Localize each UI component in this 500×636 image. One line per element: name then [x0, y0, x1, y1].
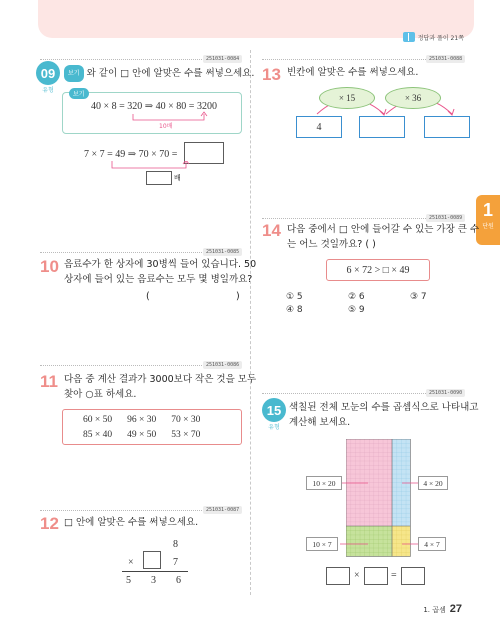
q13-start-value: 4: [316, 121, 322, 133]
q09-multiplier-box[interactable]: [146, 171, 172, 185]
q15-line2: 계산해 보세요.: [289, 417, 351, 428]
column-divider: [250, 50, 251, 595]
q14-line1: 다음 중에서 □ 안에 들어갈 수 있는 가장 큰 수: [287, 224, 480, 235]
q14-number: 14: [262, 221, 281, 240]
question-code: 251031-0089: [426, 214, 465, 222]
q09-bogi-tag: 보기: [64, 65, 84, 82]
q12-mid-digit: 7: [173, 557, 178, 568]
q12-result-digit: 6: [176, 575, 181, 586]
page-footer: [423, 603, 462, 615]
q12-top-digit: 8: [173, 539, 178, 550]
page-number: 27: [449, 603, 462, 615]
q11-row1: [83, 415, 200, 425]
q14-expression: 6 × 72 > □ × 49: [346, 264, 410, 276]
q12-result: [126, 575, 181, 586]
q09-badge-group: [36, 61, 60, 94]
question-code: 251031-0087: [203, 506, 242, 514]
q15-label-bottom-left: [306, 537, 338, 551]
q10-line1: 음료수가 한 상자에 30병씩 들어 있습니다. 50: [64, 259, 257, 270]
q11-option[interactable]: 96 × 30: [127, 415, 157, 425]
q10-answer-field[interactable]: [153, 290, 233, 304]
q15-label-top-right: [418, 476, 448, 490]
q11-row2: [83, 430, 200, 440]
q14-choice[interactable]: ⑤ 9: [348, 305, 365, 315]
q10-line2: 상자에 들어 있는 음료수는 모두 몇 병일까요?: [64, 274, 253, 285]
q10-paren-open: (: [146, 291, 150, 302]
q09-example-label: 보기: [69, 88, 89, 99]
q15-answer-box[interactable]: [326, 567, 350, 585]
q12-question-text: □ 안에 알맞은 수를 써넣으세요.: [64, 517, 199, 528]
q14-choices: [286, 292, 470, 315]
q12-answer-box[interactable]: [143, 551, 161, 569]
q15-label-bottom-right: [418, 537, 446, 551]
q12-sum-line: [122, 571, 188, 572]
q09-multiplier-suffix: 배: [174, 174, 181, 182]
q12-result-digit: 3: [151, 575, 156, 586]
q09-example-box: [62, 92, 242, 134]
q14-choice[interactable]: ③ 7: [410, 292, 427, 302]
q15-question: [289, 400, 478, 430]
q11-number: 11: [40, 372, 58, 391]
question-code: 251031-0086: [203, 361, 242, 369]
q15-type-label: 유형: [268, 424, 280, 431]
q13-start-box: [296, 116, 342, 138]
unit-tab[interactable]: [476, 195, 500, 245]
q11-option[interactable]: 85 × 40: [83, 430, 113, 440]
q13-answer-box[interactable]: [359, 116, 405, 138]
q10-number: 10: [40, 257, 59, 276]
answer-reference[interactable]: [403, 32, 464, 42]
question-code: 251031-0085: [203, 248, 242, 256]
answer-reference-text: 정답과 풀이 21쪽: [417, 34, 464, 42]
q09-example-line: 40 × 8 = 320 ⇒ 40 × 80 = 3200: [91, 101, 217, 112]
q11-option[interactable]: 49 × 50: [127, 430, 157, 440]
q11-option[interactable]: 53 × 70: [171, 430, 201, 440]
q09-problem: 7 × 7 = 49 ⇒ 70 × 70 =: [84, 149, 178, 160]
q13-op1: × 15: [338, 93, 356, 103]
q15-number-badge: 15: [262, 398, 286, 422]
q13-op2: × 36: [404, 93, 422, 103]
q10-paren-close: ): [236, 291, 240, 302]
chapter-name: 1. 곱셈: [423, 606, 446, 614]
q11-expression-box: [62, 409, 242, 445]
q12-times: ×: [128, 557, 134, 568]
q15-answer-box[interactable]: [401, 567, 425, 585]
q11-line2: 찾아 ○표 하세요.: [64, 389, 137, 400]
q09-example-arrow: [63, 93, 243, 135]
q11-question: [64, 372, 256, 402]
unit-number: 1: [482, 200, 493, 220]
q15-line1: 색칠된 전체 모눈의 수를 곱셈식으로 나타내고: [289, 402, 479, 413]
q11-line1: 다음 중 계산 결과가 3000보다 작은 것을 모두: [64, 374, 257, 385]
q09-type-label: 유형: [42, 87, 54, 94]
q14-choice[interactable]: ① 5: [286, 292, 303, 302]
unit-label: 단원: [482, 223, 494, 230]
q14-choice[interactable]: ④ 8: [286, 305, 303, 315]
question-code: 251031-0090: [426, 389, 465, 397]
q09-example-note: 10배: [159, 123, 173, 130]
q15-times: ×: [354, 570, 360, 581]
q09-number-badge: 09: [36, 61, 60, 85]
q09-question: [64, 65, 254, 82]
q13-op2-bubble: [385, 87, 441, 109]
q15-label-text: 4 × 7: [424, 539, 440, 549]
q10-question: [64, 257, 256, 287]
q15-label-text: 10 × 7: [312, 539, 332, 549]
q14-line2: 는 어느 것일까요? ( ): [287, 239, 376, 250]
q13-number: 13: [262, 65, 281, 84]
q15-badge-group: [262, 398, 286, 431]
q15-equals: =: [391, 570, 397, 581]
question-code: 251031-0088: [426, 55, 465, 63]
q14-expression-box: [326, 259, 430, 281]
q15-label-text: 4 × 20: [423, 478, 443, 488]
q12-number: 12: [40, 514, 59, 533]
q14-question: [287, 222, 479, 252]
q13-op1-bubble: [319, 87, 375, 109]
q11-option[interactable]: 60 × 50: [83, 415, 113, 425]
book-icon: [403, 32, 415, 42]
q14-choice[interactable]: ② 6: [348, 292, 365, 302]
q12-result-digit: 5: [126, 575, 131, 586]
q13-question-text: 빈칸에 알맞은 수를 써넣으세요.: [287, 67, 419, 78]
q13-answer-box[interactable]: [424, 116, 470, 138]
q09-question-text: 와 같이 □ 안에 알맞은 수를 써넣으세요.: [86, 68, 255, 79]
q11-option[interactable]: 70 × 30: [171, 415, 201, 425]
q15-label-top-left: [306, 476, 342, 490]
q15-label-text: 10 × 20: [312, 478, 336, 488]
question-code: 251031-0084: [203, 55, 242, 63]
q15-answer-box[interactable]: [364, 567, 388, 585]
